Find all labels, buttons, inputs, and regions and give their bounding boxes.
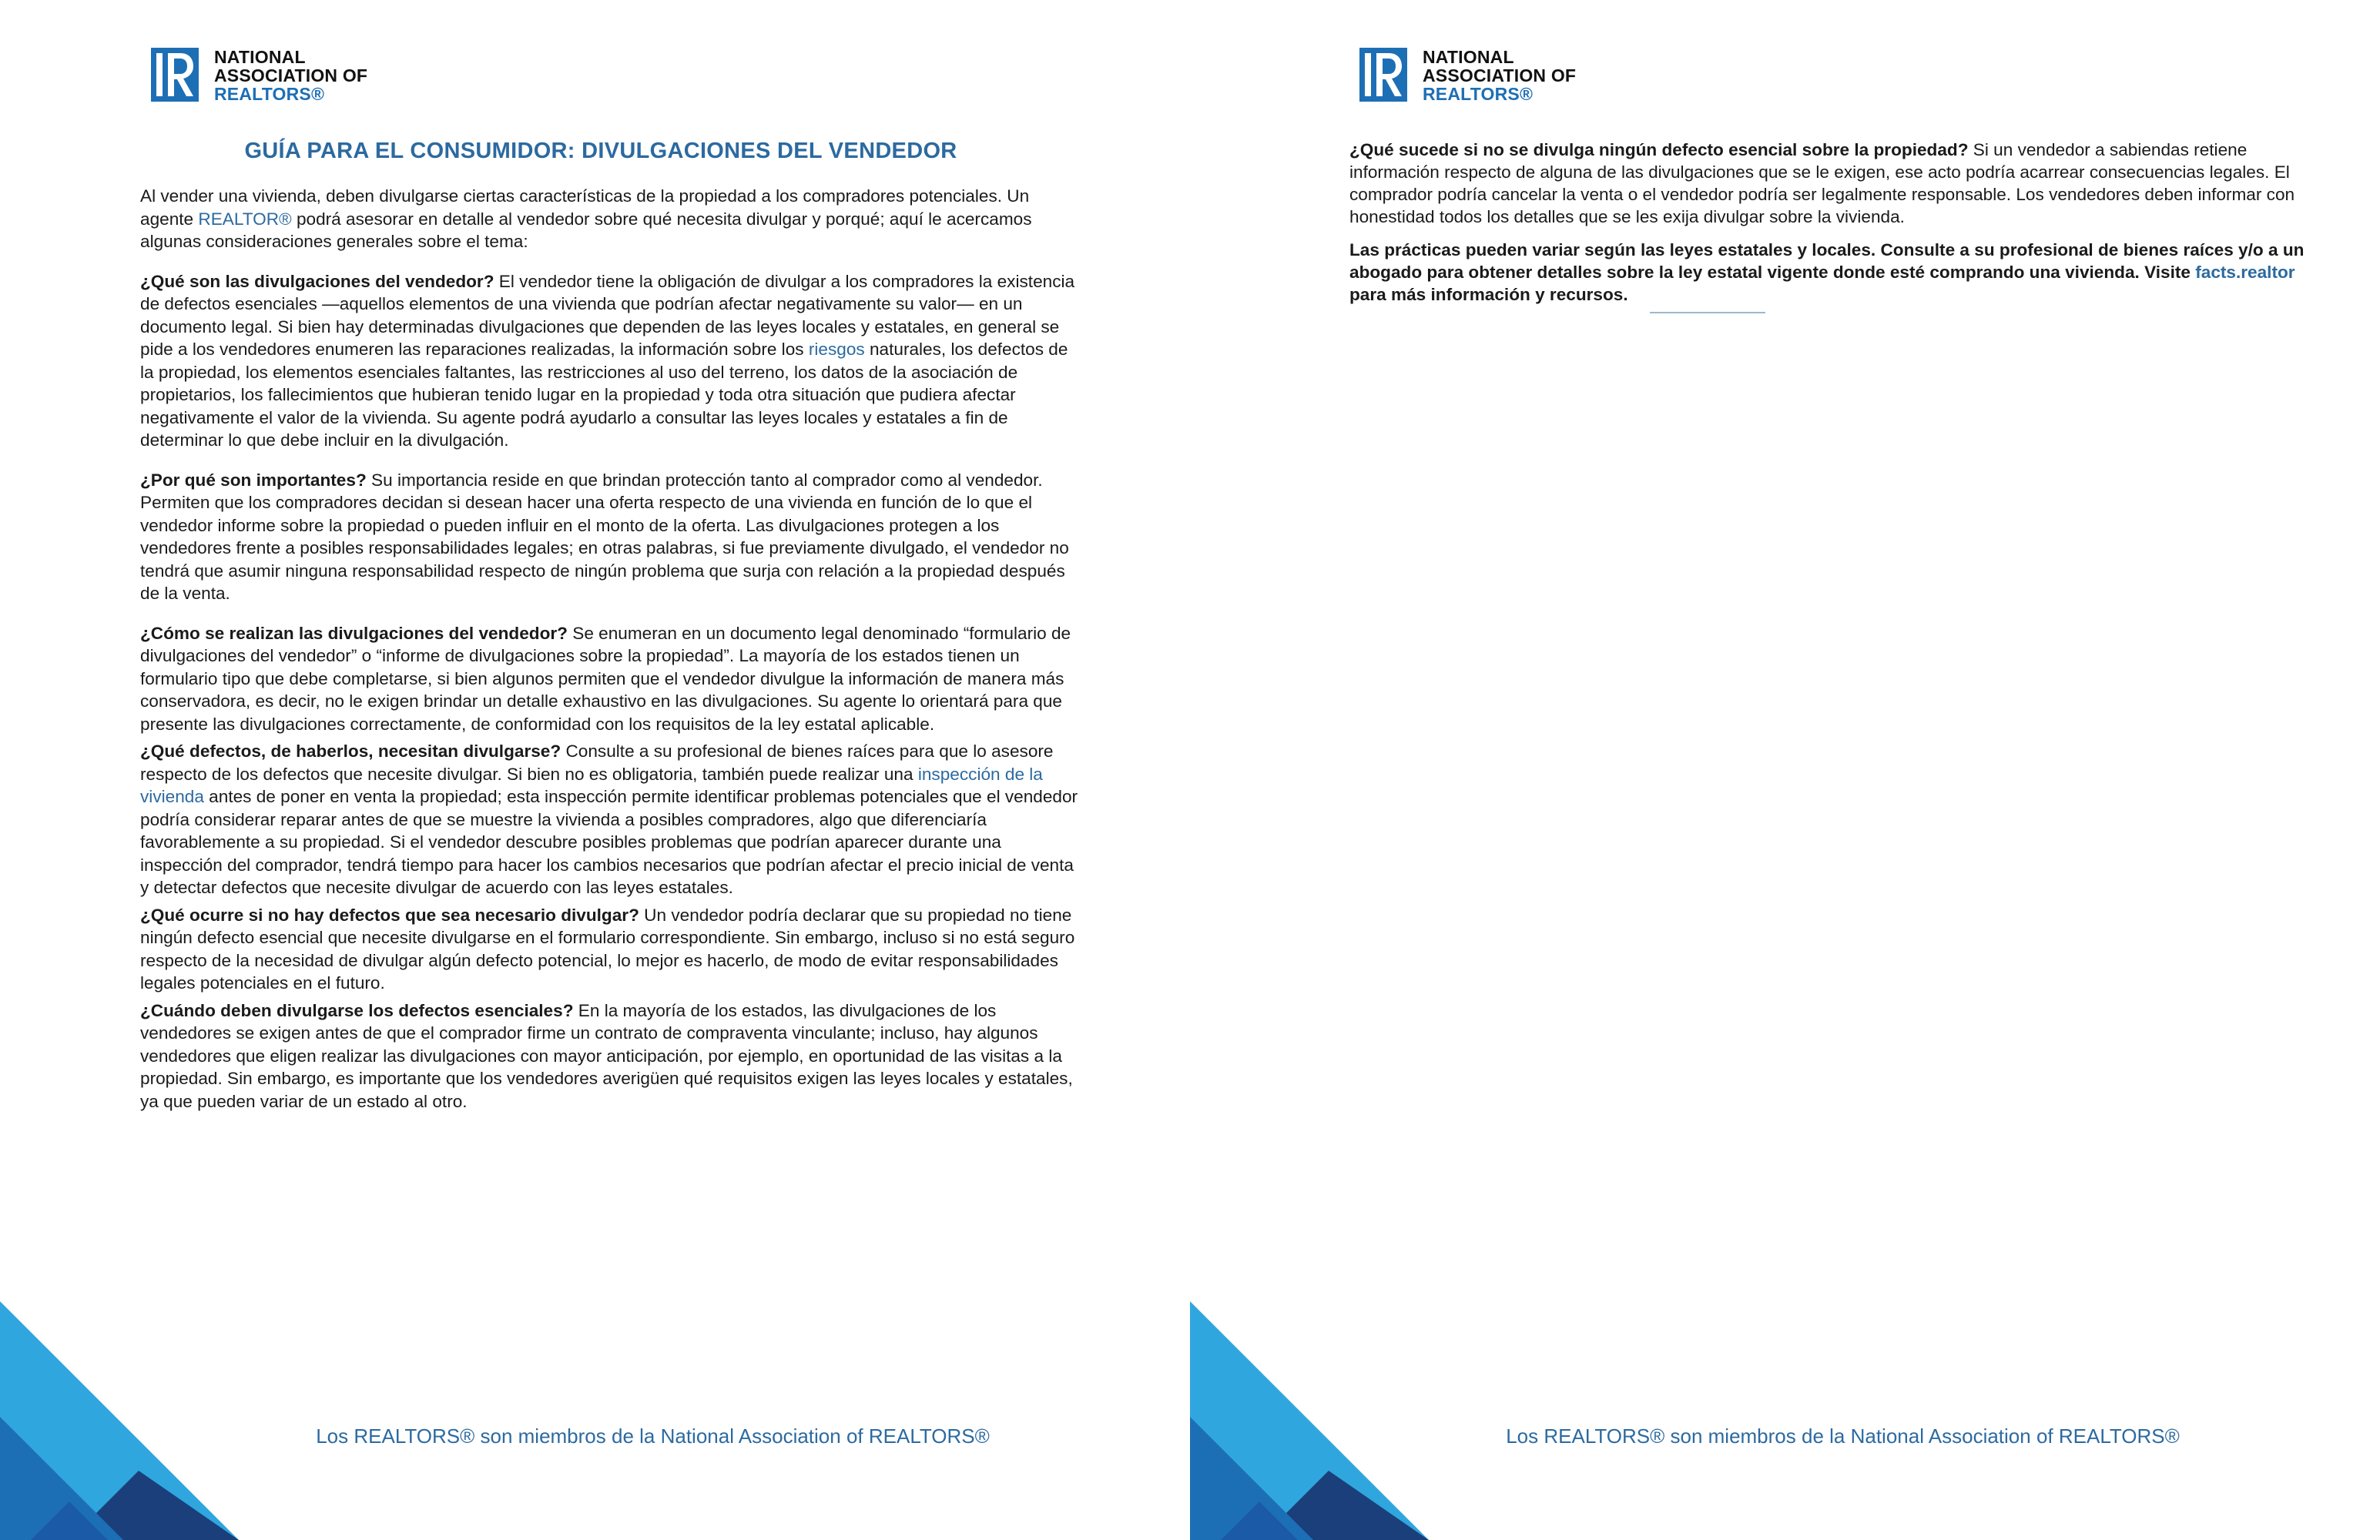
logo-wordmark xyxy=(214,48,367,103)
corner-triangles-decoration xyxy=(1190,1301,1436,1540)
section-text: Se enumeran en un documento legal denominado “formulario de divulgaciones del vendedor” o “informe de divulgaciones sobre la propiedad”. La mayoría de los estados tienen un formulario tipo que debe completarse, si bien algunos permiten que el vendedor divulgue la información de manera más conservadora, es decir, no le exigen brindar un detalle exhaustivo en las divulgaciones. Su agente lo orientará para que presente las divulgaciones correctamente, de conformidad con los requisitos de la ley estatal aplicable. xyxy=(140,623,1071,734)
page-2-body xyxy=(1349,139,2305,313)
section-heading: ¿Qué sucede si no se divulga ningún defecto esencial sobre la propiedad? xyxy=(1349,140,1969,159)
intro-text-1: Al vender una vivienda, deben divulgarse ciertas características de la propiedad a los compradores potenciales. Un agente xyxy=(140,186,1030,229)
closing-text-2: para más información y recursos. xyxy=(1349,285,1628,304)
section-text: naturales, los defectos de la propiedad, los elementos esenciales faltantes, las restricciones al uso del terreno, los datos de la asociación de propietarios, los fallecimientos que hubieran tenido lugar en la propiedad y toda otra situación que pudiera afectar negativamente el valor de la vivienda. Su agente podrá ayudarlo a consultar las leyes locales y estatales a fin de determinar lo que debe incluir en la divulgación. xyxy=(140,340,1068,450)
section-when-disclose xyxy=(140,999,1084,1113)
intro-text-2: podrá asesorar en detalle al vendedor sobre qué necesita divulgar y porqué; aquí le acercamos algunas consideraciones generales sobre el tema: xyxy=(140,209,1032,251)
section-heading: ¿Por qué son importantes? xyxy=(140,470,367,490)
divider xyxy=(1650,312,1765,313)
logo-line-1: NATIONAL xyxy=(214,47,306,67)
section-heading: ¿Qué son las divulgaciones del vendedor? xyxy=(140,271,494,291)
section-heading: ¿Qué ocurre si no hay defectos que sea necesario divulgar? xyxy=(140,905,639,925)
section-text: Si un vendedor a sabiendas retiene información respecto de alguna de las divulgaciones que se le exigen, ese acto podría acarrear consecuencias legales. El comprador podría cancelar la venta o el vendedor podría ser legalmente responsable. Los vendedores deben informar con honestidad todos los detalles que se les exija divulgar sobre la vivienda. xyxy=(1349,140,2295,226)
logo-wordmark xyxy=(1423,48,1576,103)
section-what-are-disclosures xyxy=(140,270,1084,452)
realtor-link[interactable]: REALTOR® xyxy=(198,209,292,229)
section-which-defects xyxy=(140,740,1084,899)
section-text: Un vendedor podría declarar que su propiedad no tiene ningún defecto esencial que necesite divulgarse en el formulario correspondiente. Sin embargo, incluso si no está seguro respecto de la necesidad de divulgar algún defecto potencial, lo mejor es hacerlo, de modo de evitar responsabilidades legales potenciales en el futuro. xyxy=(140,905,1075,993)
logo-line-2: ASSOCIATION OF xyxy=(214,65,368,85)
section-text: El vendedor tiene la obligación de divulgar a los compradores la existencia de defectos esenciales —aquellos elementos de una vivienda que podrían afectar negativamente su valor— en un documento legal. Si bien hay determinadas divulgaciones que dependen de las leyes locales y estatales, en general se pide a los vendedores enumeren las reparaciones realizadas, la información sobre los xyxy=(140,271,1075,359)
riesgos-link[interactable]: riesgos xyxy=(808,340,865,359)
logo-line-1: NATIONAL xyxy=(1423,47,1514,67)
logo-line-2: ASSOCIATION OF xyxy=(1423,65,1577,85)
section-text: Consulte a su profesional de bienes raíces para que lo asesore respecto de los defectos que necesite divulgar. Si bien no es obligatoria, también puede realizar una xyxy=(140,742,1054,784)
section-no-defects xyxy=(140,904,1084,995)
intro-paragraph xyxy=(140,185,1084,253)
section-heading: ¿Cuándo deben divulgarse los defectos esenciales? xyxy=(140,1000,574,1020)
facts-realtor-link[interactable]: facts.realtor xyxy=(2195,263,2295,282)
document-page-2 xyxy=(1190,0,2380,1540)
section-text: En la mayoría de los estados, las divulgaciones de los vendedores se exigen antes de que el comprador firme un contrato de compraventa vinculante; incluso, hay algunos vendedores que eligen realizar las divulgaciones con mayor anticipación, por ejemplo, en oportunidad de las visitas a la propiedad. Sin embargo, es importante que los vendedores averigüen qué requisitos exigen las leyes locales y estatales, ya que pueden variar de un estado al otro. xyxy=(140,1000,1073,1111)
home-inspection-link[interactable]: inspección de la vivienda xyxy=(140,764,1043,806)
section-text: Su importancia reside en que brindan protección tanto al comprador como al vendedor. Permiten que los compradores decidan si desean hacer una oferta respecto de una vivienda en función de lo que el vendedor informe sobre la propiedad o pueden influir en el monto de la oferta. Las divulgaciones protegen a los vendedores frente a posibles responsabilidades legales; en otras palabras, si fue previamente divulgado, el vendedor no tendrá que asumir ninguna responsabilidad respecto de ningún problema que surja con relación a la propiedad después de la venta. xyxy=(140,470,1069,603)
closing-text-1: Las prácticas pueden variar según las leyes estatales y locales. Consulte a su profesional de bienes raíces y/o a un abogado para obtener detalles sobre la ley estatal vigente donde esté comprando una vivienda. Visite xyxy=(1349,240,2305,282)
footer-text: Los REALTORS® son miembros de la National Association of REALTORS® xyxy=(316,1424,990,1448)
nar-logo xyxy=(1359,48,1576,103)
section-why-important xyxy=(140,469,1084,605)
section-text: antes de poner en venta la propiedad; esta inspección permite identificar problemas potenciales que el vendedor podría considerar reparar antes de que se muestre la vivienda a posibles compradores, algo que diferenciaría favorablemente a su propiedad. Si el vendedor descubre posibles problemas que podrían aparecer durante una inspección del comprador, tendrá tiempo para hacer los cambios necesarios que podrían afectar el precio inicial de venta y detectar defectos que necesite divulgar de acuerdo con las leyes estatales. xyxy=(140,787,1078,897)
page-title: GUÍA PARA EL CONSUMIDOR: DIVULGACIONES DEL VENDEDOR xyxy=(244,139,957,163)
closing-paragraph xyxy=(1349,239,2305,306)
nar-logo xyxy=(151,48,367,103)
corner-triangles-decoration xyxy=(0,1301,246,1540)
logo-line-3: REALTORS® xyxy=(214,84,325,104)
footer-text: Los REALTORS® son miembros de la National Association of REALTORS® xyxy=(1506,1424,2180,1448)
section-heading: ¿Cómo se realizan las divulgaciones del vendedor? xyxy=(140,623,568,643)
page-1-body xyxy=(140,185,1084,1117)
section-not-disclosed xyxy=(1349,139,2305,228)
section-how-made xyxy=(140,622,1084,736)
realtor-r-logo-icon xyxy=(151,48,199,102)
realtor-r-logo-icon xyxy=(1359,48,1407,102)
section-heading: ¿Qué defectos, de haberlos, necesitan divulgarse? xyxy=(140,742,561,761)
logo-line-3: REALTORS® xyxy=(1423,84,1534,104)
